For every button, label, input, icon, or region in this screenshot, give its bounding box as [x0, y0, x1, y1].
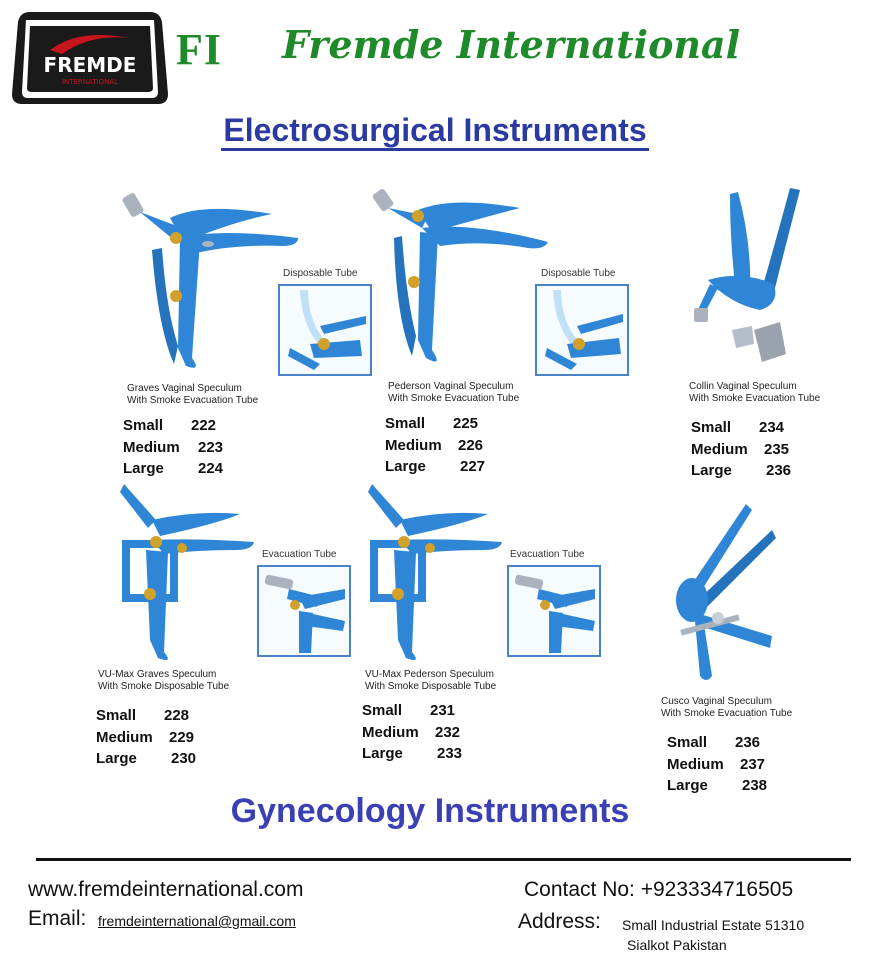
size-row — [385, 435, 485, 457]
size-row — [667, 732, 767, 754]
size-name: Large — [667, 777, 708, 794]
size-name: Large — [385, 458, 426, 475]
size-code: 235 — [764, 440, 790, 458]
page-title — [0, 112, 870, 149]
page-title-text: Electrosurgical Instruments — [221, 112, 648, 151]
size-list — [362, 700, 462, 765]
vu-max-graves-speculum-image — [116, 480, 256, 665]
caption-line2: With Smoke Evacuation Tube — [127, 395, 259, 406]
size-row — [362, 722, 462, 744]
email-link[interactable]: fremdeinternational@gmail.com — [98, 913, 296, 929]
size-name: Medium — [96, 728, 153, 746]
size-row — [667, 754, 767, 776]
size-name: Medium — [667, 755, 724, 773]
size-name: Large — [691, 462, 732, 479]
caption-line2: With Smoke Evacuation Tube — [388, 393, 520, 404]
size-list — [385, 413, 485, 478]
caption-line2: With Smoke Disposable Tube — [365, 681, 497, 692]
size-row — [96, 705, 196, 727]
size-code: 236 — [735, 734, 761, 751]
contact-number: Contact No: +923334716505 — [524, 878, 794, 901]
tube-label: Disposable Tube — [541, 268, 616, 279]
product-caption — [661, 696, 792, 720]
email-label: Email: — [28, 907, 87, 930]
size-code: 224 — [198, 460, 224, 477]
disposable-tube-image — [278, 284, 372, 376]
size-code: 231 — [430, 702, 456, 719]
fi-mark: FI — [176, 25, 222, 74]
disposable-tube-image — [535, 284, 629, 376]
product-caption — [365, 669, 496, 693]
size-code: 230 — [171, 750, 197, 767]
product-caption — [127, 383, 258, 407]
size-row — [123, 415, 223, 437]
product-caption — [388, 381, 519, 405]
product-caption — [689, 381, 820, 405]
evacuation-tube-image — [257, 565, 351, 657]
caption-line1: VU-Max Pederson Speculum — [365, 669, 494, 680]
size-row — [362, 700, 462, 722]
evacuation-tube-image — [507, 565, 601, 657]
collin-speculum-image — [690, 184, 810, 374]
size-name: Small — [667, 734, 708, 751]
vu-max-pederson-speculum-image — [364, 480, 504, 665]
size-name: Small — [691, 419, 732, 436]
size-name: Medium — [123, 438, 180, 456]
section-title: Gynecology Instruments — [230, 792, 630, 830]
caption-line1: VU-Max Graves Speculum — [98, 669, 217, 680]
size-code: 226 — [458, 436, 484, 454]
size-list — [667, 732, 767, 797]
pederson-speculum-image — [372, 186, 556, 376]
size-row — [123, 437, 223, 459]
caption-line1: Collin Vaginal Speculum — [689, 381, 797, 392]
caption-line1: Cusco Vaginal Speculum — [661, 696, 772, 707]
address-line1: Small Industrial Estate 51310 — [622, 917, 805, 933]
caption-line2: With Smoke Disposable Tube — [98, 681, 230, 692]
size-code: 233 — [437, 745, 463, 762]
brand-name: Fremde International — [282, 22, 741, 67]
size-name: Small — [385, 415, 426, 432]
size-code: 223 — [198, 438, 224, 456]
size-code: 238 — [742, 777, 768, 794]
size-code: 222 — [191, 417, 217, 434]
size-list — [96, 705, 196, 770]
address-label: Address: — [518, 910, 601, 933]
size-name: Medium — [691, 440, 748, 458]
tube-label: Disposable Tube — [283, 268, 358, 279]
size-name: Small — [362, 702, 403, 719]
size-code: 232 — [435, 723, 461, 741]
size-name: Large — [123, 460, 164, 477]
size-row — [362, 743, 462, 765]
size-name: Large — [362, 745, 403, 762]
logo-text: FREMDE — [43, 53, 137, 77]
size-row — [691, 417, 791, 439]
website-link[interactable]: www.fremdeinternational.com — [28, 878, 304, 901]
size-name: Medium — [385, 436, 442, 454]
size-row — [96, 748, 196, 770]
caption-line2: With Smoke Evacuation Tube — [661, 708, 793, 719]
footer-divider — [36, 858, 851, 861]
caption-line1: Graves Vaginal Speculum — [127, 383, 242, 394]
size-name: Medium — [362, 723, 419, 741]
size-code: 237 — [740, 755, 766, 773]
tube-label: Evacuation Tube — [510, 549, 585, 560]
size-code: 236 — [766, 462, 792, 479]
size-row — [691, 439, 791, 461]
size-row — [96, 727, 196, 749]
size-row — [385, 456, 485, 478]
product-caption — [98, 669, 229, 693]
size-list — [123, 415, 223, 480]
size-code: 234 — [759, 419, 785, 436]
address-line2: Sialkot Pakistan — [627, 937, 727, 953]
size-code: 225 — [453, 415, 479, 432]
size-list — [691, 417, 791, 482]
tube-label: Evacuation Tube — [262, 549, 337, 560]
size-name: Small — [123, 417, 164, 434]
size-code: 228 — [164, 707, 190, 724]
size-code: 227 — [460, 458, 486, 475]
caption-line1: Pederson Vaginal Speculum — [388, 381, 514, 392]
logo-subtext: INTERNATIONAL — [61, 78, 119, 86]
size-row — [691, 460, 791, 482]
size-name: Small — [96, 707, 137, 724]
cusco-speculum-image — [660, 500, 780, 685]
size-row — [123, 458, 223, 480]
size-name: Large — [96, 750, 137, 767]
size-code: 229 — [169, 728, 195, 746]
company-logo — [10, 8, 170, 108]
caption-line2: With Smoke Evacuation Tube — [689, 393, 821, 404]
size-row — [385, 413, 485, 435]
